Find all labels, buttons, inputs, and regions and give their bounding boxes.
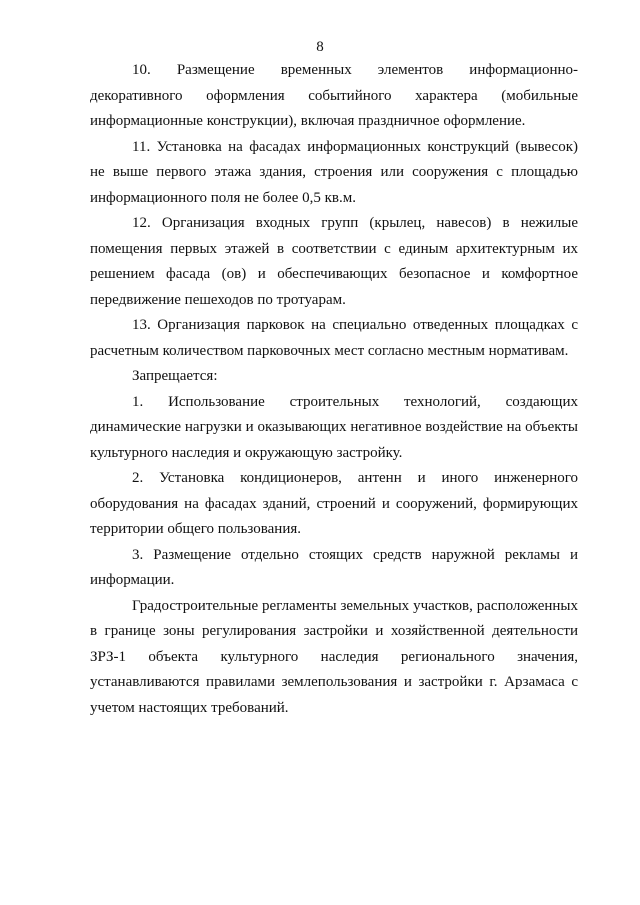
paragraph-item-10: 10. Размещение временных элементов информационно-декоративного оформления событийного характера (мобильные информационные конструкции), включая праздничное оформление.	[90, 62, 578, 129]
prohibited-item-1: 1. Использование строительных технологий, создающих динамические нагрузки и оказывающих негативное воздействие на объекты культурного наследия и окружающую застройку.	[90, 393, 578, 461]
prohibited-heading: Запрещается:	[132, 368, 218, 384]
prohibited-item-2: 2. Установка кондиционеров, антенн и иного инженерного оборудования на фасадах зданий, строений и сооружений, формирующих территории общего пользования.	[90, 470, 578, 537]
paragraph-item-12: 12. Организация входных групп (крылец, навесов) в нежилые помещения первых этажей в соответствии с единым архитектурным их решением фасада (ов) и обеспечивающих безопасное и комфортное передвижение пешеходов по тротуарам.	[90, 215, 578, 308]
paragraph-item-13: 13. Организация парковок на специально отведенных площадках с расчетным количеством парковочных мест согласно местным нормативам.	[90, 317, 578, 359]
regulations-paragraph: Градостроительные регламенты земельных участков, расположенных в границе зоны регулирования застройки и хозяйственной деятельности ЗРЗ-1 объекта культурного наследия регионального значения, устанавливаются правилами землепользования и застройки г. Арзамаса с учетом настоящих требований.	[90, 597, 578, 716]
page-number: 8	[316, 39, 324, 55]
paragraph-item-11: 11. Установка на фасадах информационных конструкций (вывесок) не выше первого этажа здания, строения или сооружения с площадью информационного поля не более 0,5 кв.м.	[90, 138, 578, 206]
prohibited-item-3: 3. Размещение отдельно стоящих средств наружной рекламы и информации.	[90, 546, 578, 588]
document-body	[90, 58, 578, 721]
